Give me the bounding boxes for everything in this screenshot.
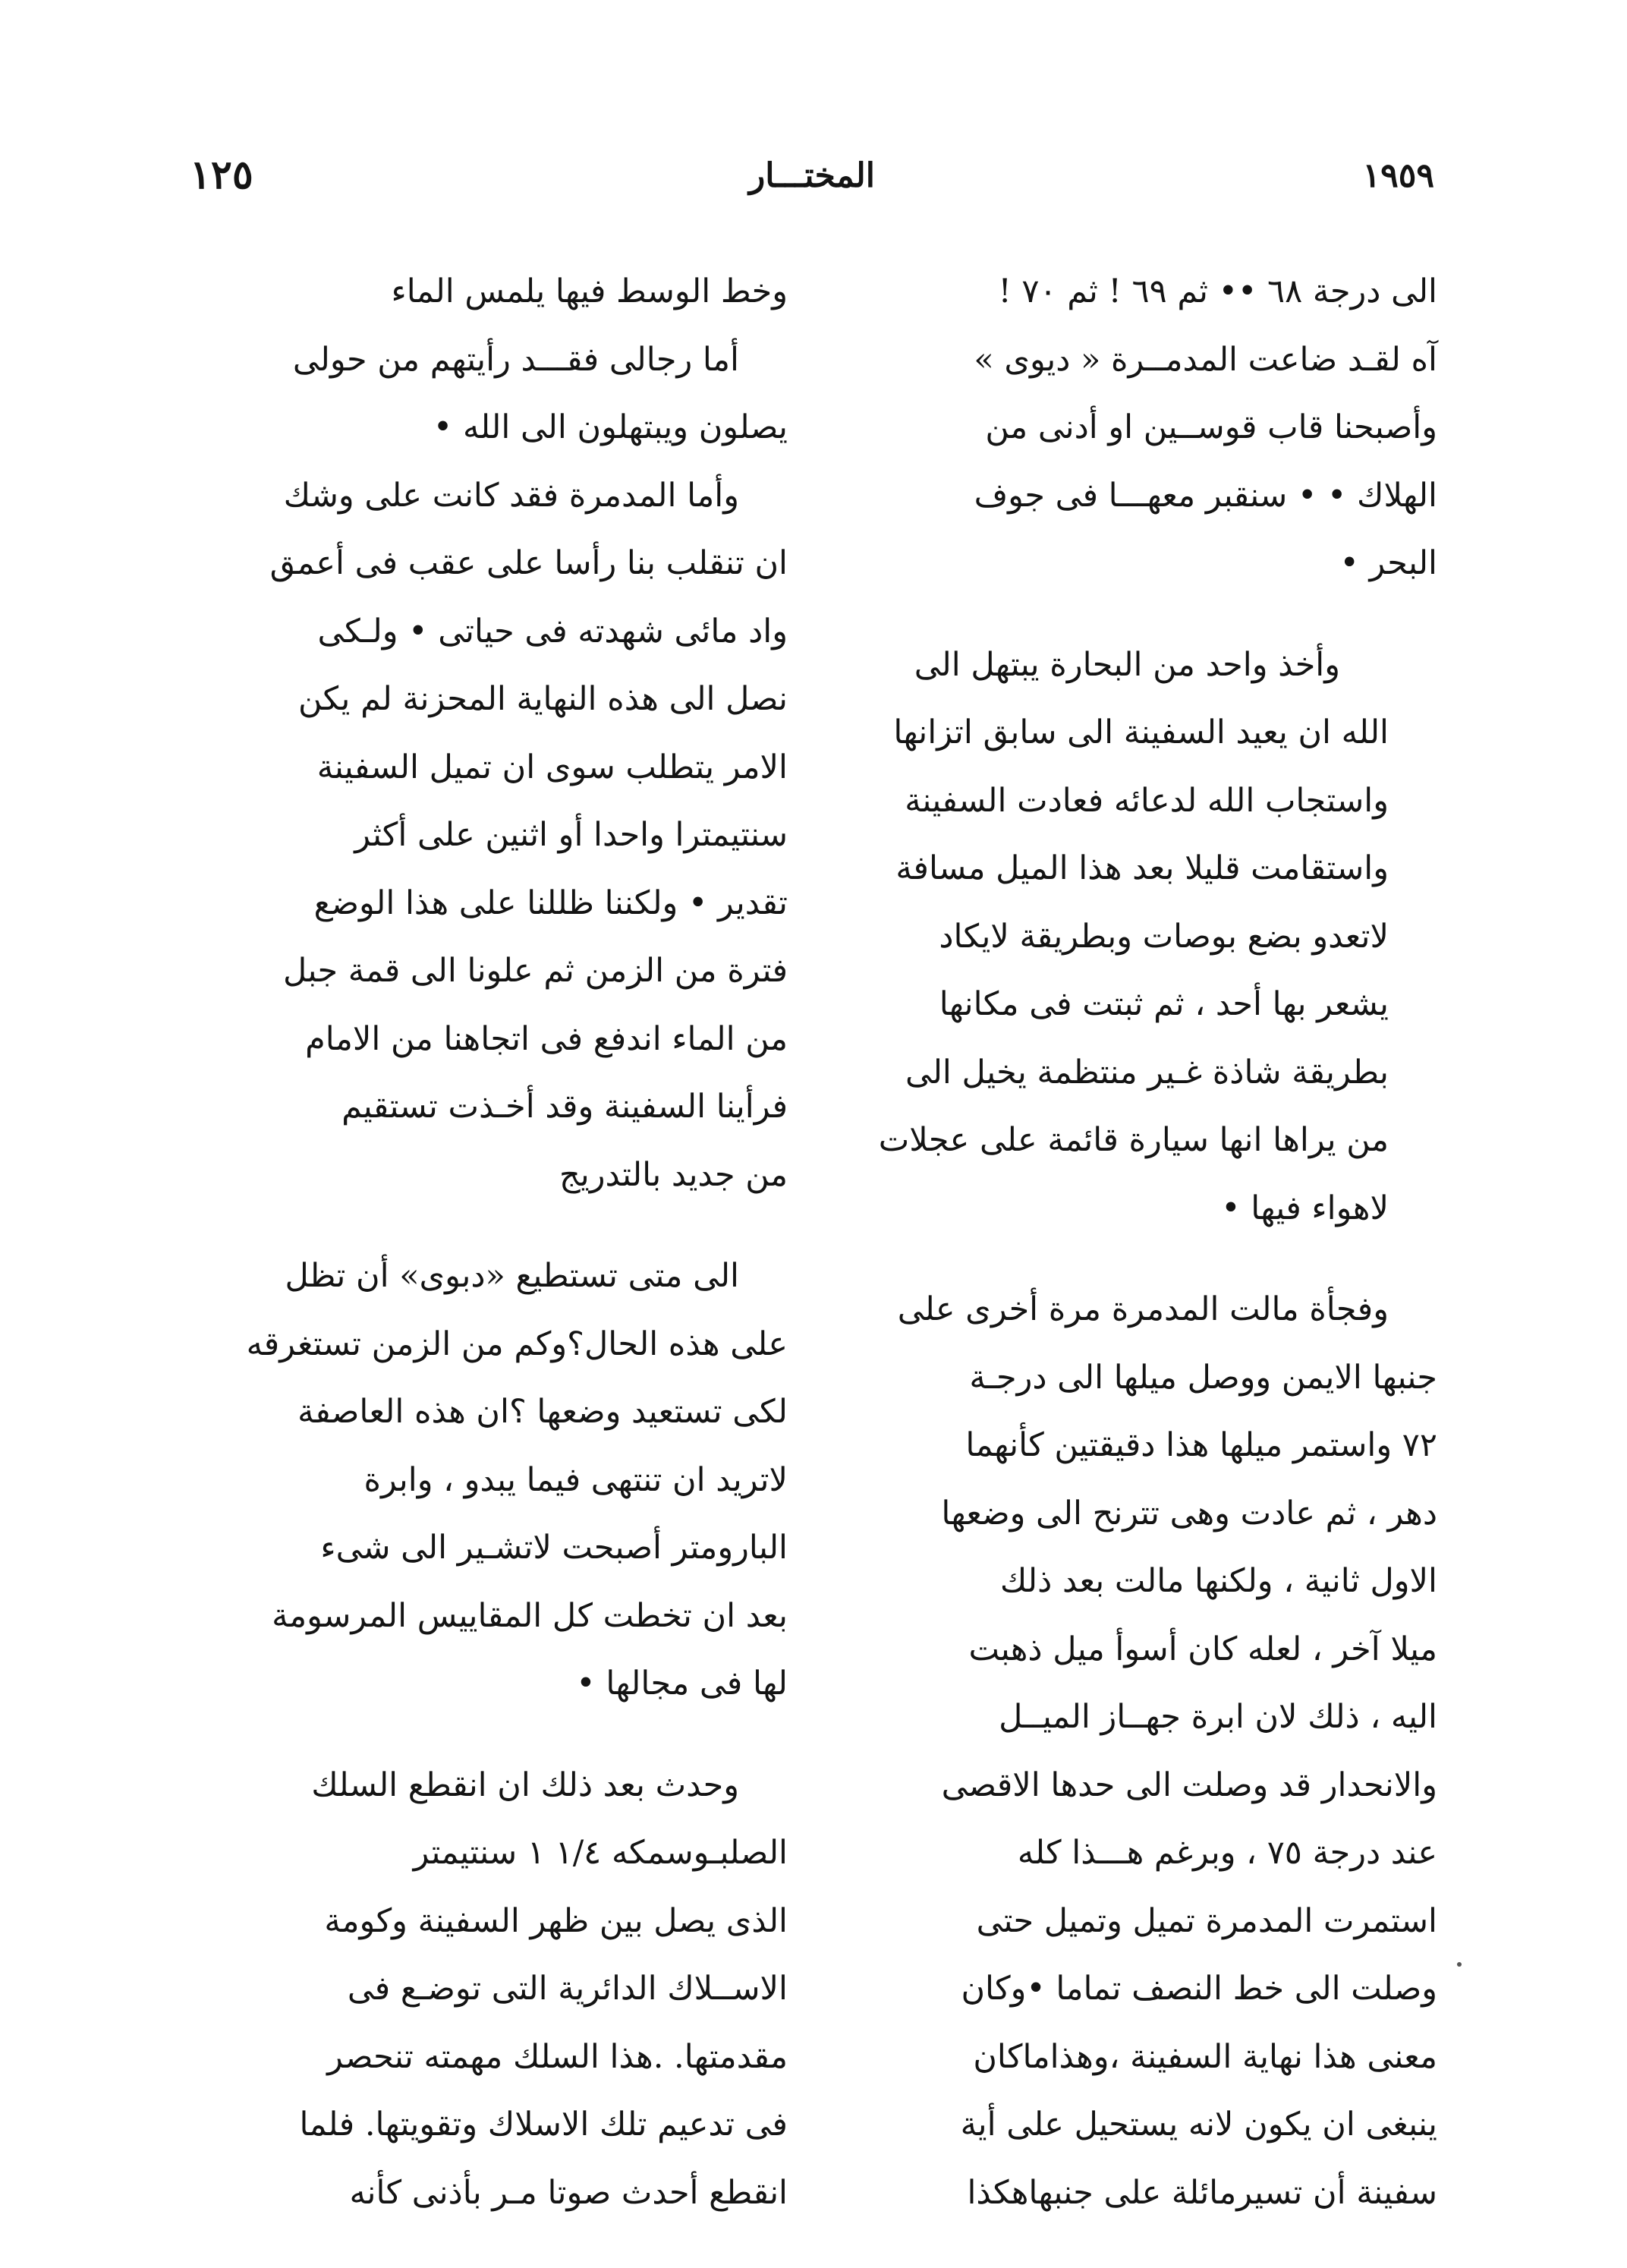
text-line: ان تنقلب بنا رأسا على عقب فى أعمق	[269, 544, 788, 582]
text-line: معنى هذا نهاية السفينة ،وهذاماكان	[973, 2037, 1437, 2076]
text-line: الى درجة ٦٨ •• ثم ٦٩ ! ثم ٧٠ !	[998, 272, 1437, 310]
text-line: الذى يصل بين ظهر السفينة وكومة	[324, 1901, 788, 1940]
text-line: انقطع أحدث صوتا مـر بأذنى كأنه	[349, 2173, 788, 2212]
paragraph	[190, 462, 788, 1210]
paragraph	[190, 1752, 788, 2228]
text-line: يصلون ويبتهلون الى الله •	[433, 408, 788, 446]
text-line: نصل الى هذه النهاية المحزنة لم يكن	[297, 680, 788, 718]
text-line: استمرت المدمرة تميل وتميل حتى	[976, 1901, 1437, 1940]
header-title: المختـــار	[748, 156, 876, 195]
paragraph	[190, 326, 788, 462]
text-line: دهر ، ثم عادت وهى تترنح الى وضعها	[941, 1494, 1437, 1532]
paragraph	[190, 1243, 788, 1718]
text-line: لها فى مجالها •	[576, 1665, 788, 1703]
text-line: أما رجالى فقـــد رأيتهم من حولى	[292, 340, 739, 379]
text-line: بطريقة شاذة غـير منتظمة يخيل الى	[905, 1053, 1389, 1091]
text-line: الى متى تستطيع «دبوى» أن تظل	[285, 1257, 739, 1295]
text-line: على هذه الحال؟وكم من الزمن تستغرقه	[246, 1325, 788, 1363]
text-line: فى تدعيم تلك الاسلاك وتقويتها. فلما	[299, 2106, 788, 2144]
right-text-column	[841, 258, 1437, 2227]
text-line: لاهواء فيها •	[1221, 1189, 1389, 1227]
text-line: الاســلاك الدائرية التى توضـع فى	[347, 1970, 788, 2008]
text-line: واد مائى شهدته فى حياتى • ولـكى	[317, 612, 788, 650]
text-line: من الماء اندفع فى اتجاهنا من الامام	[305, 1019, 788, 1058]
header-page-number: ١٢٥	[190, 152, 253, 198]
text-line: الله ان يعيد السفينة الى سابق اتزانها	[893, 713, 1389, 751]
text-line: آه لقـد ضاعت المدمــرة « ديوى »	[974, 340, 1437, 379]
paragraph	[841, 632, 1437, 1243]
left-text-column	[190, 258, 788, 2227]
header-year: ١٩٥٩	[1362, 156, 1434, 195]
text-line: عند درجة ٧٥ ، وبرغم هـــذا كله	[1017, 1834, 1437, 1872]
text-line: جنبها الايمن ووصل ميلها الى درجـة	[969, 1358, 1437, 1397]
text-line: تقدير • ولكننا ظللنا على هذا الوضع	[313, 884, 788, 922]
text-line: وحدث بعد ذلك ان انقطع السلك	[311, 1766, 739, 1804]
text-line: من يراها انها سيارة قائمة على عجلات	[878, 1121, 1389, 1159]
text-line: سنتيمترا واحدا أو اثنين على أكثر	[354, 816, 788, 854]
text-line: والانحدار قد وصلت الى حدها الاقصى	[941, 1766, 1437, 1804]
text-line: لاتعدو بضع بوصات وبطريقة لايكاد	[939, 917, 1389, 956]
text-line: فرأينا السفينة وقد أخـذت تستقيم	[341, 1088, 788, 1126]
text-line: البارومتر أصبحت لاتشـير الى شىء	[320, 1529, 788, 1567]
text-line: وأصبحنا قاب قوســين او أدنى من	[985, 408, 1437, 446]
paragraph	[190, 258, 788, 326]
text-line: مقدمتها. .هذا السلك مهمته تنحصر	[327, 2037, 788, 2076]
running-header	[190, 152, 1434, 217]
text-line: واستجاب الله لدعائه فعادت السفينة	[905, 781, 1389, 820]
text-line: لكى تستعيد وضعها ؟ان هذه العاصفة	[297, 1393, 788, 1431]
text-line: اليه ، ذلك لان ابرة جهــاز الميــل	[999, 1698, 1437, 1736]
text-line: ٧٢ واستمر ميلها هذا دقيقتين كأنهما	[965, 1426, 1437, 1464]
text-line: الهلاك • • سنقبر معهـــا فى جوف	[974, 476, 1437, 515]
text-line: يشعر بها أحد ، ثم ثبتت فى مكانها	[939, 985, 1389, 1023]
text-line: الاول ثانية ، ولكنها مالت بعد ذلك	[999, 1562, 1437, 1600]
text-line: وأخذ واحد من البحارة يبتهل الى	[914, 645, 1340, 684]
text-line: وفجأة مالت المدمرة مرة أخرى على	[897, 1290, 1389, 1328]
print-speck	[1457, 1962, 1462, 1967]
text-line: من جديد بالتدريج	[559, 1155, 788, 1194]
text-line: ينبغى ان يكون لانه يستحيل على أية	[960, 2106, 1437, 2144]
paragraph	[841, 258, 1437, 598]
text-line: الامر يتطلب سوى ان تميل السفينة	[316, 748, 788, 786]
text-line: وخط الوسط فيها يلمس الماء	[391, 272, 788, 310]
text-line: لاتريد ان تنتهى فيما يبدو ، وابرة	[363, 1460, 788, 1499]
text-line: وأما المدمرة فقد كانت على وشك	[283, 476, 739, 515]
text-line: البحر •	[1339, 544, 1437, 582]
text-line: بعد ان تخطت كل المقاييس المرسومة	[272, 1596, 788, 1635]
text-line: سفينة أن تسيرمائلة على جنبهاهكذا	[967, 2173, 1437, 2212]
paragraph	[841, 1276, 1437, 2227]
text-line: فترة من الزمن ثم علونا الى قمة جبل	[282, 952, 788, 990]
text-line: واستقامت قليلا بعد هذا الميل مسافة	[895, 849, 1389, 887]
text-line: الصلبـوسمكه ١/٤ ١ سنتيمتر	[413, 1834, 788, 1872]
text-line: وصلت الى خط النصف تماما •وكان	[961, 1970, 1437, 2008]
text-line: ميلا آخر ، لعله كان أسوأ ميل ذهبت	[968, 1630, 1437, 1668]
